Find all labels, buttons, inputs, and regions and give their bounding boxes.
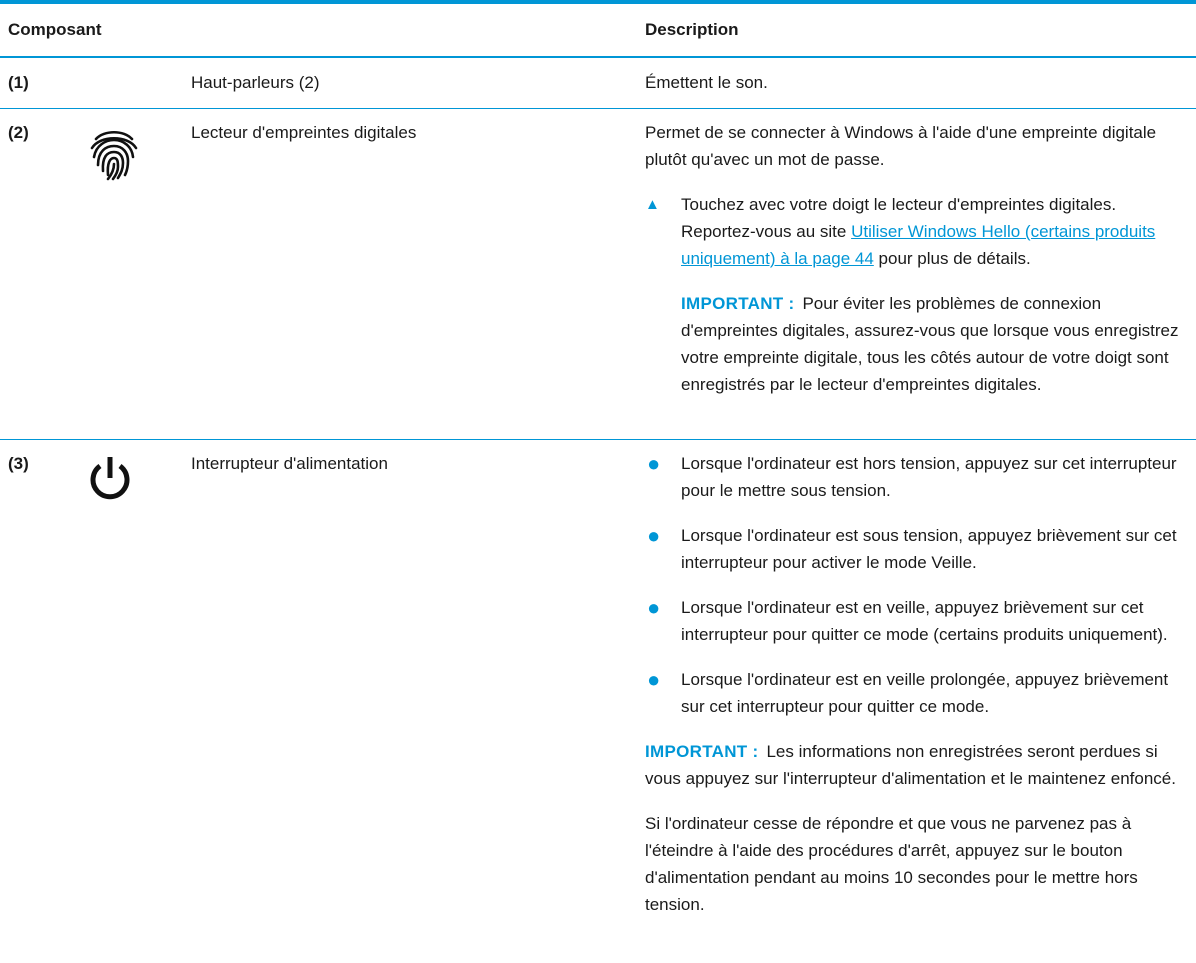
- list-item: [645, 522, 1190, 576]
- bullet-dot-icon: ●: [647, 667, 661, 692]
- fingerprint-icon: [86, 125, 142, 189]
- table-row: [0, 58, 1196, 109]
- component-description: Permet de se connecter à Windows à l'aide d'une empreinte digitale plutôt qu'avec un mot de passe.: [645, 123, 1157, 169]
- list-item: [645, 450, 1190, 504]
- table-row: [0, 109, 1196, 440]
- important-note: [681, 290, 1190, 398]
- bullet-text: Lorsque l'ordinateur est en veille, appuyez brièvement sur cet interrupteur pour quitter ce mode (certains produits uniquement).: [681, 598, 1168, 644]
- bullet-dot-icon: ●: [647, 523, 661, 548]
- bullet-dot-icon: ●: [647, 595, 661, 620]
- important-label: IMPORTANT :: [645, 742, 759, 761]
- step-text: Touchez avec votre doigt le lecteur d'empreintes digitales. Reportez-vous au site: [681, 195, 1117, 241]
- table-row: [0, 440, 1196, 960]
- row-number: (3): [8, 454, 29, 473]
- component-name: Haut-parleurs (2): [191, 73, 320, 92]
- bullet-text: Lorsque l'ordinateur est en veille prolongée, appuyez brièvement sur cet interrupteur pour quitter ce mode.: [681, 670, 1169, 716]
- step-text-end: pour plus de détails.: [873, 249, 1031, 268]
- component-name: Lecteur d'empreintes digitales: [191, 123, 417, 142]
- important-label: IMPORTANT :: [681, 294, 795, 313]
- important-text: Pour éviter les problèmes de connexion d'empreintes digitales, assurez-vous que lorsque vous enregistrez votre empreinte digitale, tous les côtés autour de votre doigt sont enregistrés par le lecteur d'empreintes digitales.: [681, 294, 1179, 394]
- component-description-block: [645, 450, 1190, 918]
- component-description-block: [645, 119, 1190, 398]
- bullet-text: Lorsque l'ordinateur est hors tension, appuyez sur cet interrupteur pour le mettre sous tension.: [681, 454, 1177, 500]
- important-text: Les informations non enregistrées seront perdues si vous appuyez sur l'interrupteur d'alimentation et le maintenez enfoncé.: [645, 742, 1176, 788]
- reset-note: Si l'ordinateur cesse de répondre et que vous ne parvenez pas à l'éteindre à l'aide des procédures d'arrêt, appuyez sur le bouton d'alimentation pendant au moins 10 secondes pour le mettre hors tension.: [645, 814, 1138, 914]
- triangle-bullet-icon: ▲: [645, 196, 660, 213]
- windows-hello-link[interactable]: Utiliser Windows Hello (certains produits uniquement) à la page 44: [681, 222, 1156, 268]
- power-icon: [86, 454, 134, 512]
- header-component: Composant: [8, 20, 102, 39]
- bullet-dot-icon: ●: [647, 451, 661, 476]
- row-number: (1): [8, 73, 29, 92]
- component-name: Interrupteur d'alimentation: [191, 454, 388, 473]
- list-item: [645, 666, 1190, 720]
- table-header: [0, 4, 1196, 58]
- component-description: Émettent le son.: [645, 73, 768, 92]
- list-item: [645, 594, 1190, 648]
- instruction-step: [645, 191, 1190, 398]
- row-number: (2): [8, 123, 29, 142]
- header-description: Description: [645, 20, 739, 39]
- bullet-text: Lorsque l'ordinateur est sous tension, appuyez brièvement sur cet interrupteur pour activer le mode Veille.: [681, 526, 1177, 572]
- important-note: [645, 738, 1190, 792]
